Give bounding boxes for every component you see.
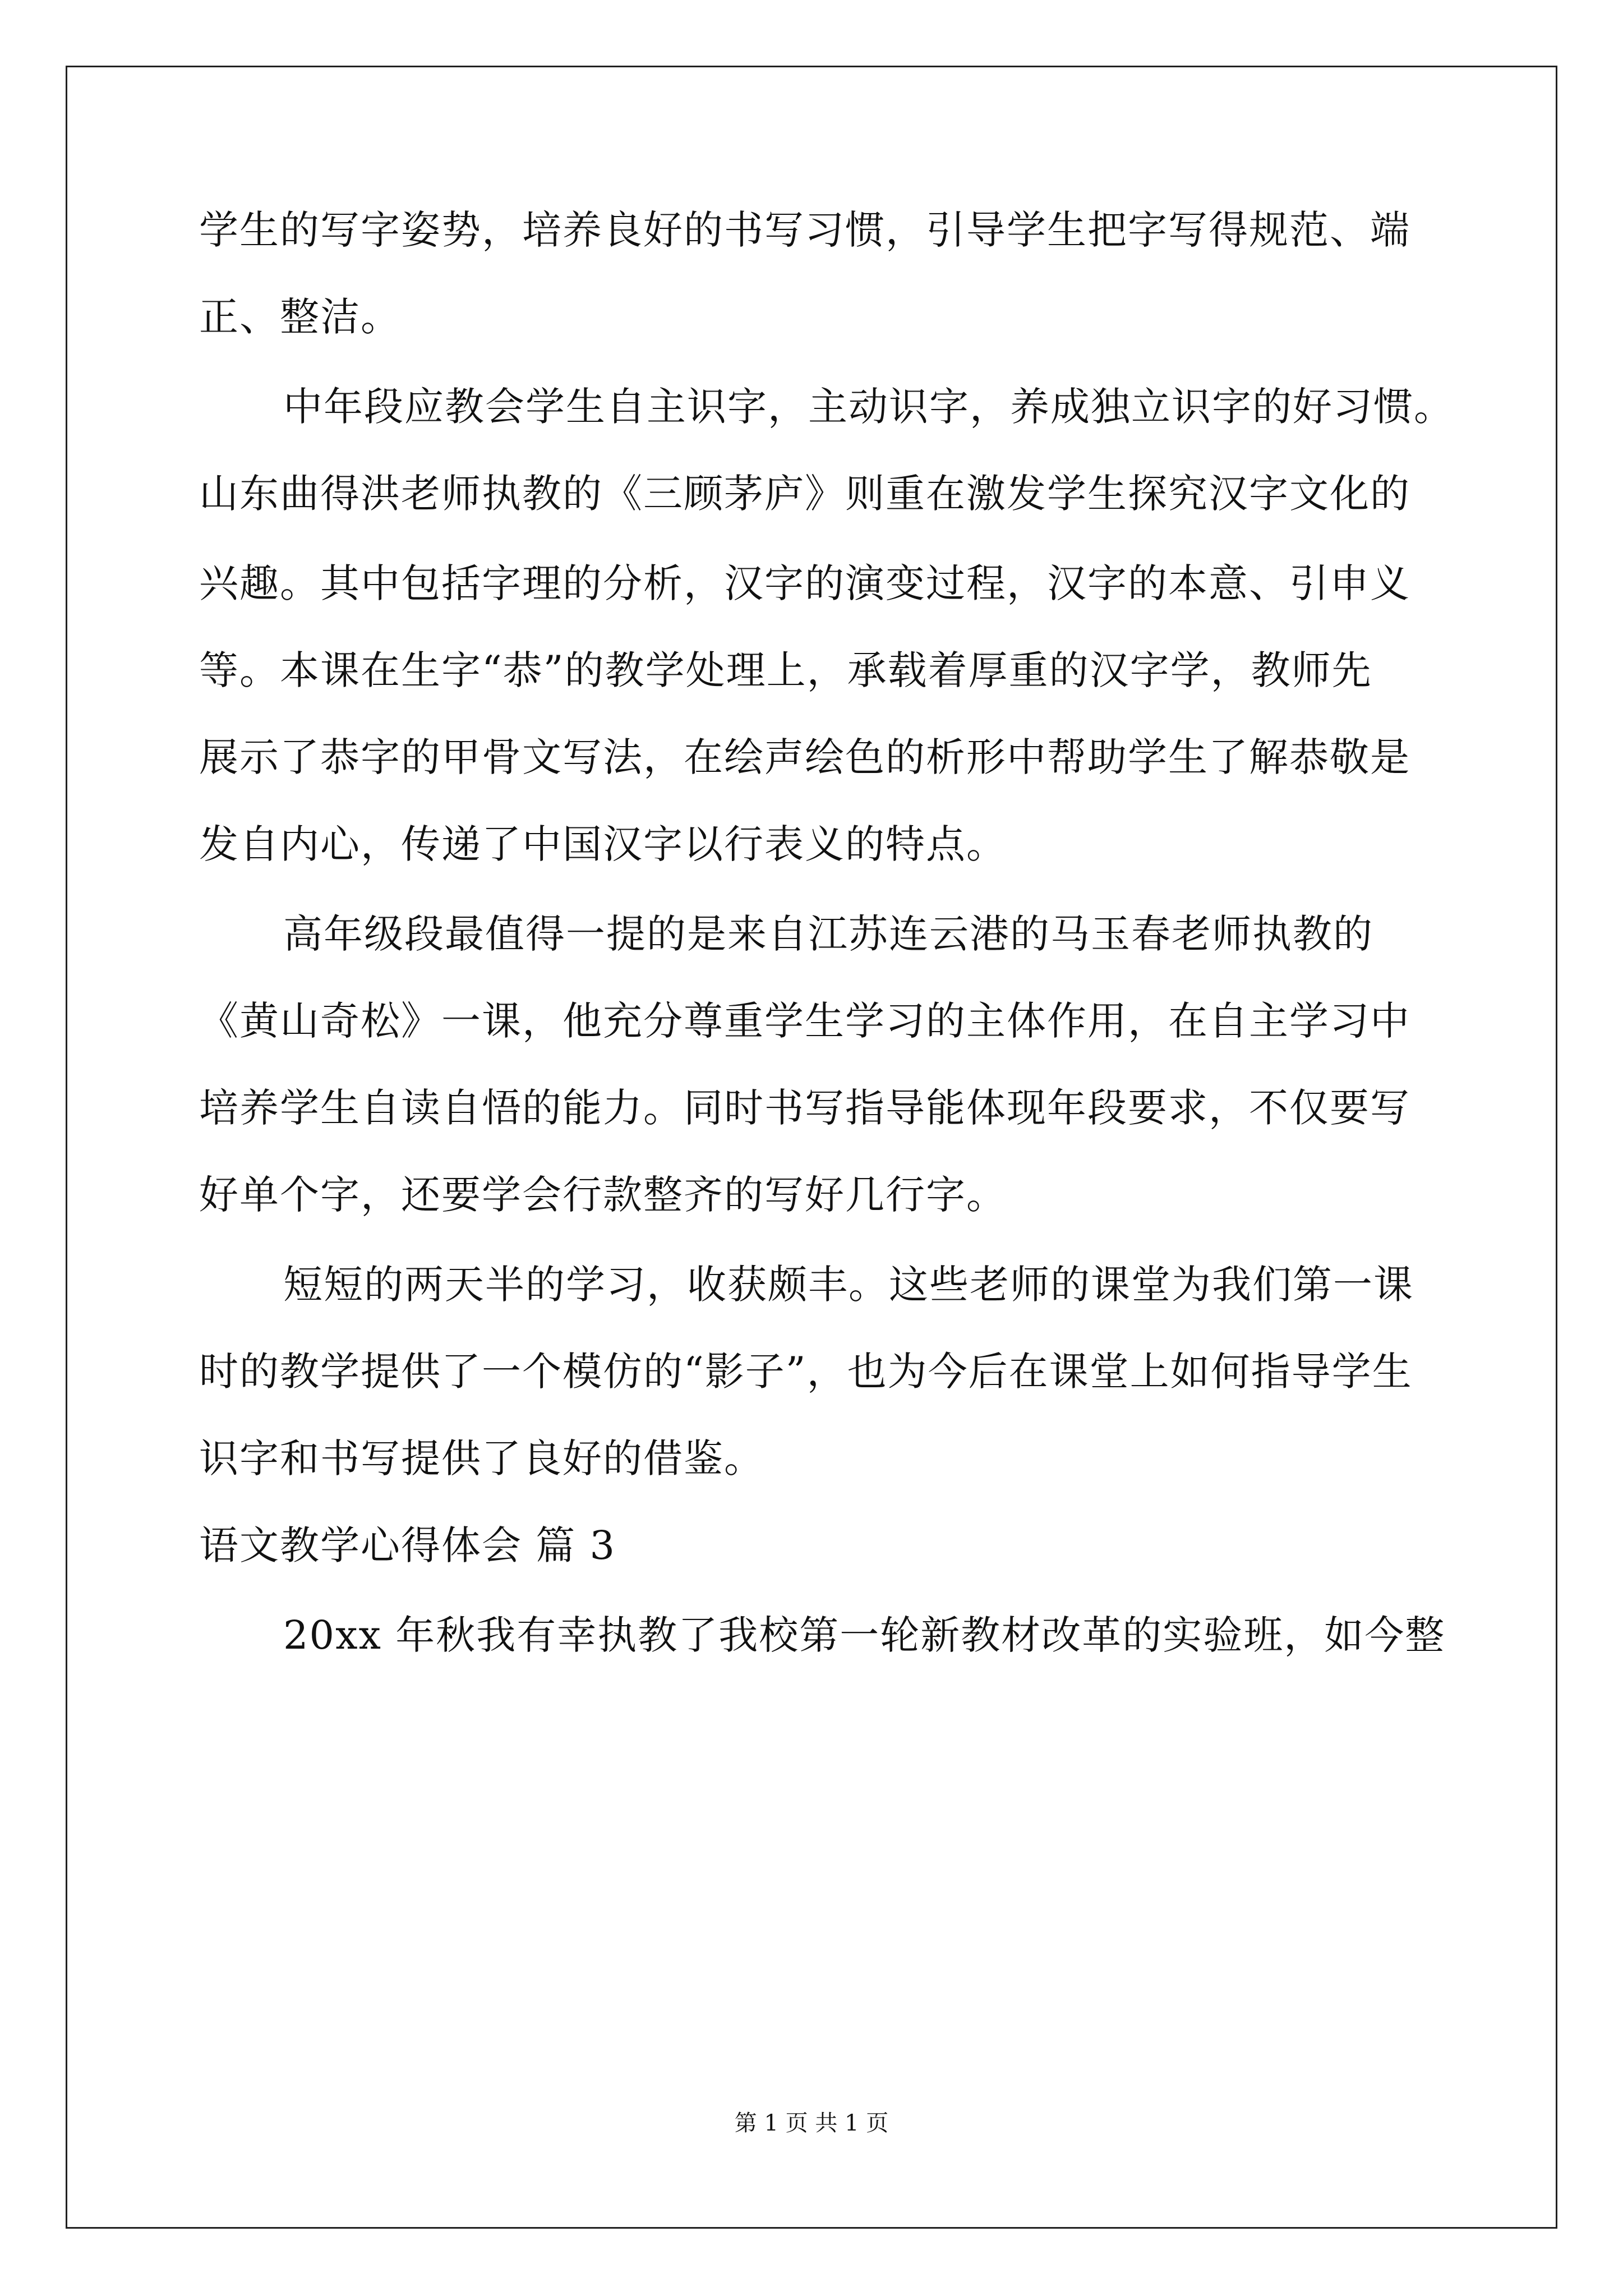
section-heading: 语文教学心得体会 篇 3 [199,1522,616,1568]
text-line: 学生的写字姿势，培养良好的书写习惯，引导学生把字写得规范、端 [199,207,1410,253]
paragraph-start-line: 高年级段最值得一提的是来自江苏连云港的马玉春老师执教的 [283,911,1373,957]
page-footer: 第 1 页 共 1 页 [734,2110,889,2136]
text-line: 兴趣。其中包括字理的分析，汉字的演变过程，汉字的本意、引申义 [199,560,1410,606]
text-line: 正、整洁。 [199,294,401,340]
text-line: 等。本课在生字“恭”的教学处理上，承载着厚重的汉字学，教师先 [199,647,1372,693]
paragraph-start-line: 20xx 年秋我有幸执教了我校第一轮新教材改革的实验班，如今整 [283,1612,1446,1658]
text-line: 展示了恭字的甲骨文写法，在绘声绘色的析形中帮助学生了解恭敬是 [199,734,1410,780]
text-line: 好单个字，还要学会行款整齐的写好几行字。 [199,1172,1007,1218]
text-line: 山东曲得洪老师执教的《三顾茅庐》则重在激发学生探究汉字文化的 [199,471,1410,517]
paragraph-start-line: 中年段应教会学生自主识字，主动识字，养成独立识字的好习惯。 [283,384,1454,430]
paragraph-start-line: 短短的两天半的学习，收获颇丰。这些老师的课堂为我们第一课 [283,1262,1414,1308]
text-line: 时的教学提供了一个模仿的“影子”，也为今后在课堂上如何指导学生 [199,1349,1413,1395]
text-line: 识字和书写提供了良好的借鉴。 [199,1435,764,1481]
text-line: 培养学生自读自悟的能力。同时书写指导能体现年段要求，不仅要写 [199,1085,1410,1131]
text-line: 《黄山奇松》一课，他充分尊重学生学习的主体作用，在自主学习中 [199,998,1410,1044]
text-line: 发自内心，传递了中国汉字以行表义的特点。 [199,821,1007,867]
